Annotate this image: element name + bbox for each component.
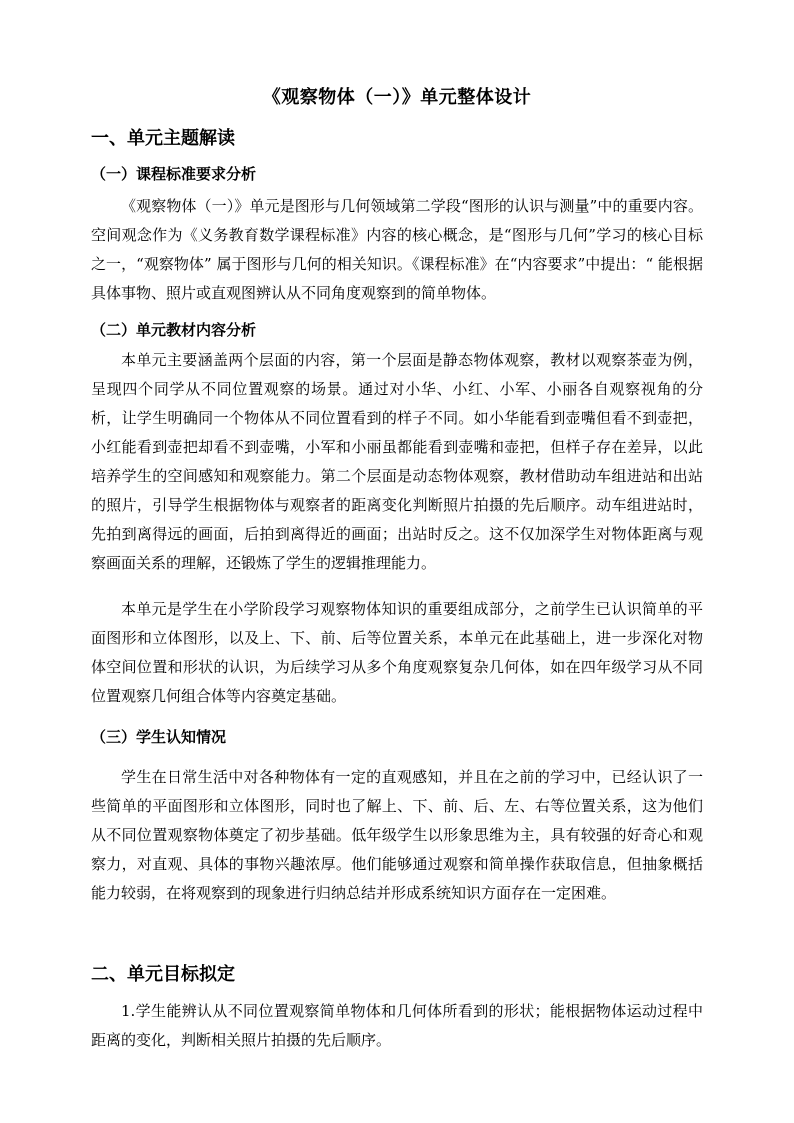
document-title: 《观察物体（一）》单元整体设计 <box>262 87 532 108</box>
paragraph-textbook-1: 本单元主要涵盖两个层面的内容，第一个层面是静态物体观察，教材以观察茶壶为例，呈现四个同学从不同位置观察的场景。通过对小华、小红、小军、小丽各自观察视角的分析，让学生明确同一个物体从不同位置看到的样子不同。如小华能看到壶嘴但看不到壶把，小红能看到壶把却看不到壶嘴，小军和小丽虽都能看到壶嘴和壶把，但样子存在差异，以此培养学生的空间感知和观察能力。第二个层面是动态物体观察，教材借助动车组进站和出站的照片，引导学生根据物体与观察者的距离变化判断照片拍摄的先后顺序。动车组进站时，先拍到离得远的画面，后拍到离得近的画面；出站时反之。这不仅加深学生对物体距离与观察画面关系的理解，还锻炼了学生的逻辑推理能力。 <box>91 351 703 572</box>
paragraph-textbook-2: 本单元是学生在小学阶段学习观察物体知识的重要组成部分，之前学生已认识简单的平面图形和立体图形，以及上、下、前、后等位置关系，本单元在此基础上，进一步深化对物体空间位置和形状的认识，为后续学习从多个角度观察复杂几何体，如在四年级学习从不同位置观察几何组合体等内容奠定基础。 <box>91 600 703 705</box>
paragraph-cognition: 学生在日常生活中对各种物体有一定的直观感知，并且在之前的学习中，已经认识了一些简单的平面图形和立体图形，同时也了解上、下、前、后、左、右等位置关系，这为他们从不同位置观察物体奠定了初步基础。低年级学生以形象思维为主，具有较强的好奇心和观察力，对直观、具体的事物兴趣浓厚。他们能够通过观察和简单操作获取信息，但抽象概括能力较弱，在将观察到的现象进行归纳总结并形成系统知识方面存在一定困难。 <box>91 768 703 902</box>
paragraph-goal-1: 1.学生能辨认从不同位置观察简单物体和几何体所看到的形状；能根据物体运动过程中距离的变化，判断相关照片拍摄的先后顺序。 <box>91 1002 703 1049</box>
subsection-heading-textbook: （二）单元教材内容分析 <box>91 321 257 339</box>
paragraph-curriculum: 《观察物体（一）》单元是图形与几何领域第二学段“图形的认识与测量”中的重要内容。空间观念作为《义务教育数学课程标准》内容的核心概念，是“图形与几何”学习的核心目标之一，“观察物体” 属于图形与几何的相关知识。《课程标准》在“内容要求”中提出：“ 能根据具体事物、照片或直观图辨认从不同角度观察到的简单物体。 <box>91 197 703 302</box>
section-heading-theme: 一、单元主题解读 <box>91 128 235 149</box>
subsection-heading-curriculum: （一）课程标准要求分析 <box>91 165 257 183</box>
section-heading-goals: 二、单元目标拟定 <box>91 964 235 985</box>
subsection-heading-cognition: （三）学生认知情况 <box>91 728 227 746</box>
